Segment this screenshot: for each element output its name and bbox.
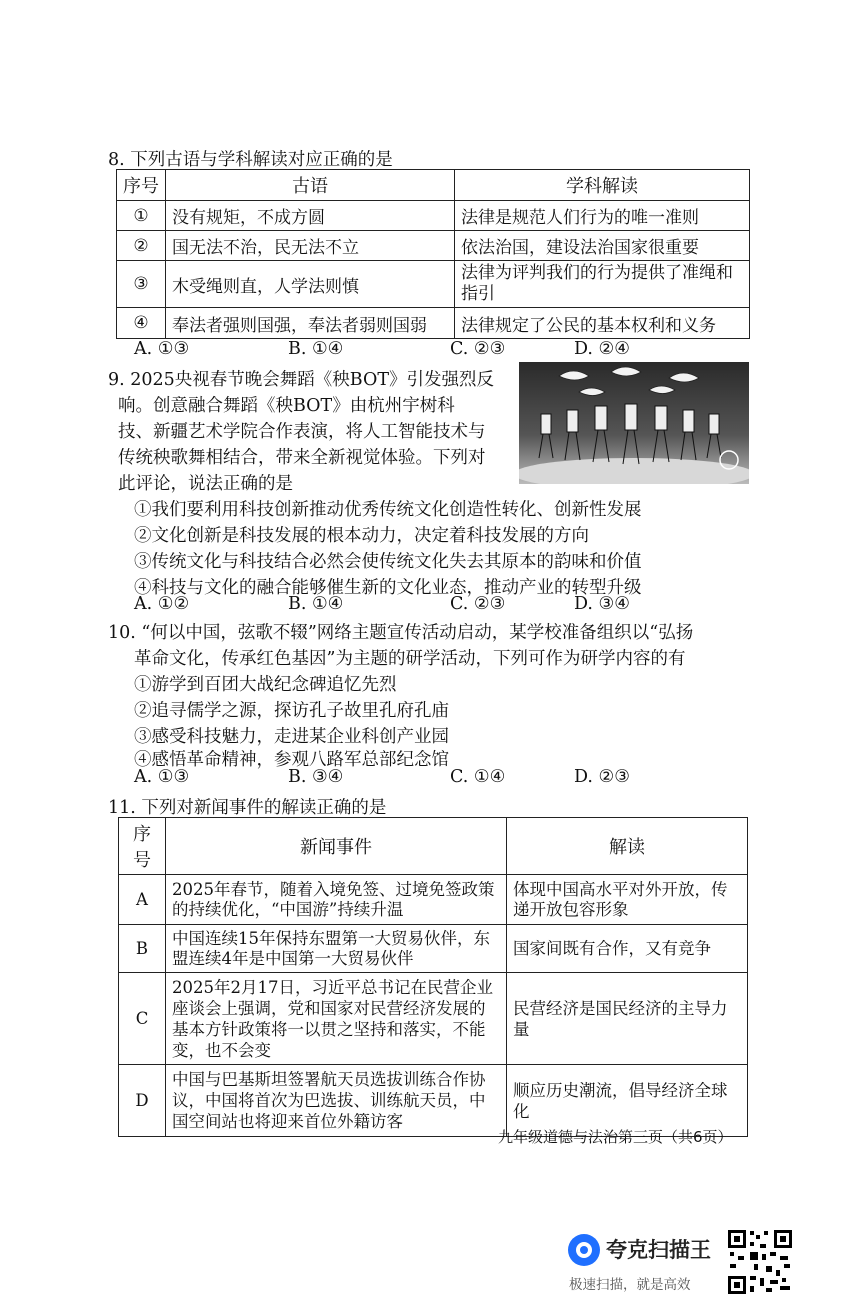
option-d[interactable]: D. ②④ xyxy=(574,339,630,359)
q8-options xyxy=(134,339,630,359)
q11-header-reading: 解读 xyxy=(507,818,748,875)
q11-stem: 11. 下列对新闻事件的解读正确的是 xyxy=(108,798,387,818)
dance-photo xyxy=(519,362,749,484)
q9-statement-1: ①我们要利用科技创新推动优秀传统文化创造性转化、创新性发展 xyxy=(134,500,642,520)
scanner-logo-icon xyxy=(568,1234,600,1266)
row-letter: D xyxy=(119,1065,166,1137)
saying-cell: 木受绳则直，人学法则慎 xyxy=(166,261,455,308)
brand-slogan: 极速扫描，就是高效 xyxy=(569,1277,691,1293)
row-letter: C xyxy=(119,973,166,1065)
q8-header-saying: 古语 xyxy=(166,170,455,201)
q9-line-4: 传统秧歌舞相结合，带来全新视觉体验。下列对 xyxy=(118,448,486,468)
q10-statement-2: ②追寻儒学之源，探访孔子故里孔府孔庙 xyxy=(134,701,449,721)
row-letter: A xyxy=(119,875,166,925)
q10-statement-3: ③感受科技魅力，走进某企业科创产业园 xyxy=(134,727,449,747)
qr-code-icon xyxy=(726,1228,794,1296)
q10-statement-1: ①游学到百团大战纪念碑追忆先烈 xyxy=(134,675,397,695)
event-cell: 中国连续15年保持东盟第一大贸易伙伴，东盟连续4年是中国第一大贸易伙伴 xyxy=(166,925,507,973)
row-number: ② xyxy=(117,231,166,261)
reading-cell: 国家间既有合作，又有竞争 xyxy=(507,925,748,973)
reading-cell: 顺应历史潮流，倡导经济全球化 xyxy=(507,1065,748,1137)
page-footer: 九年级道德与法治第三页（共6页） xyxy=(498,1128,733,1146)
brand-name: 夸克扫描王 xyxy=(606,1238,711,1262)
reading-cell: 民营经济是国民经济的主导力量 xyxy=(507,973,748,1065)
option-c[interactable]: C. ②③ xyxy=(450,594,506,614)
option-a[interactable]: A. ①② xyxy=(134,594,190,614)
q9-line-1: 9. 2025央视春节晚会舞蹈《秧BOT》引发强烈反 xyxy=(108,370,494,390)
table-row xyxy=(117,201,750,231)
q8-header-reading: 学科解读 xyxy=(455,170,750,201)
q9-statement-4: ④科技与文化的融合能够催生新的文化业态，推动产业的转型升级 xyxy=(134,578,642,598)
event-cell: 中国与巴基斯坦签署航天员选拔训练合作协议，中国将首次为巴选拔、训练航天员，中国空间站也将迎来首位外籍访客 xyxy=(166,1065,507,1137)
q11-header-no: 序号 xyxy=(119,818,166,875)
option-c[interactable]: C. ①④ xyxy=(450,767,506,787)
reading-cell: 依法治国，建设法治国家很重要 xyxy=(455,231,750,261)
q10-line-2: 革命文化，传承红色基因”为主题的研学活动，下列可作为研学内容的有 xyxy=(134,649,686,669)
q8-stem: 8. 下列古语与学科解读对应正确的是 xyxy=(108,150,393,170)
option-b[interactable]: B. ①④ xyxy=(288,594,344,614)
dance-photo-image xyxy=(519,362,749,484)
row-number: ③ xyxy=(117,261,166,308)
q9-line-3: 技、新疆艺术学院合作表演，将人工智能技术与 xyxy=(118,422,486,442)
saying-cell: 没有规矩，不成方圆 xyxy=(166,201,455,231)
row-number: ④ xyxy=(117,308,166,339)
table-row xyxy=(119,875,748,925)
q11-table xyxy=(118,817,748,1137)
q10-options xyxy=(134,767,630,787)
q11-header-event: 新闻事件 xyxy=(166,818,507,875)
option-d[interactable]: D. ③④ xyxy=(574,594,630,614)
q9-line-2: 响。创意融合舞蹈《秧BOT》由杭州宇树科 xyxy=(118,396,455,416)
reading-cell: 法律规定了公民的基本权利和义务 xyxy=(455,308,750,339)
option-a[interactable]: A. ①③ xyxy=(134,339,190,359)
table-row xyxy=(117,231,750,261)
q10-line-1: 10. “何以中国，弦歌不辍”网络主题宣传活动启动，某学校准备组织以“弘扬 xyxy=(108,623,694,643)
option-a[interactable]: A. ①③ xyxy=(134,767,190,787)
q9-statement-2: ②文化创新是科技发展的根本动力，决定着科技发展的方向 xyxy=(134,526,589,546)
option-d[interactable]: D. ②③ xyxy=(574,767,630,787)
event-cell: 2025年春节，随着入境免签、过境免签政策的持续优化，“中国游”持续升温 xyxy=(166,875,507,925)
table-row xyxy=(119,973,748,1065)
saying-cell: 国无法不治，民无法不立 xyxy=(166,231,455,261)
q8-table xyxy=(116,169,750,339)
table-row xyxy=(119,925,748,973)
option-b[interactable]: B. ①④ xyxy=(288,339,344,359)
table-row xyxy=(117,308,750,339)
row-number: ① xyxy=(117,201,166,231)
saying-cell: 奉法者强则国强，奉法者弱则国弱 xyxy=(166,308,455,339)
q9-statement-3: ③传统文化与科技结合必然会使传统文化失去其原本的韵味和价值 xyxy=(134,552,642,572)
row-letter: B xyxy=(119,925,166,973)
reading-cell: 法律是规范人们行为的唯一准则 xyxy=(455,201,750,231)
option-b[interactable]: B. ③④ xyxy=(288,767,344,787)
reading-cell: 法律为评判我们的行为提供了准绳和指引 xyxy=(455,261,750,308)
table-row xyxy=(117,261,750,308)
q9-options xyxy=(134,594,630,614)
q10-statement-4: ④感悟革命精神，参观八路军总部纪念馆 xyxy=(134,750,449,770)
q9-line-5: 此评论，说法正确的是 xyxy=(118,474,293,494)
option-c[interactable]: C. ②③ xyxy=(450,339,506,359)
q8-header-no: 序号 xyxy=(117,170,166,201)
event-cell: 2025年2月17日，习近平总书记在民营企业座谈会上强调，党和国家对民营经济发展的基本方针政策将一以贯之坚持和落实，不能变，也不会变 xyxy=(166,973,507,1065)
reading-cell: 体现中国高水平对外开放，传递开放包容形象 xyxy=(507,875,748,925)
